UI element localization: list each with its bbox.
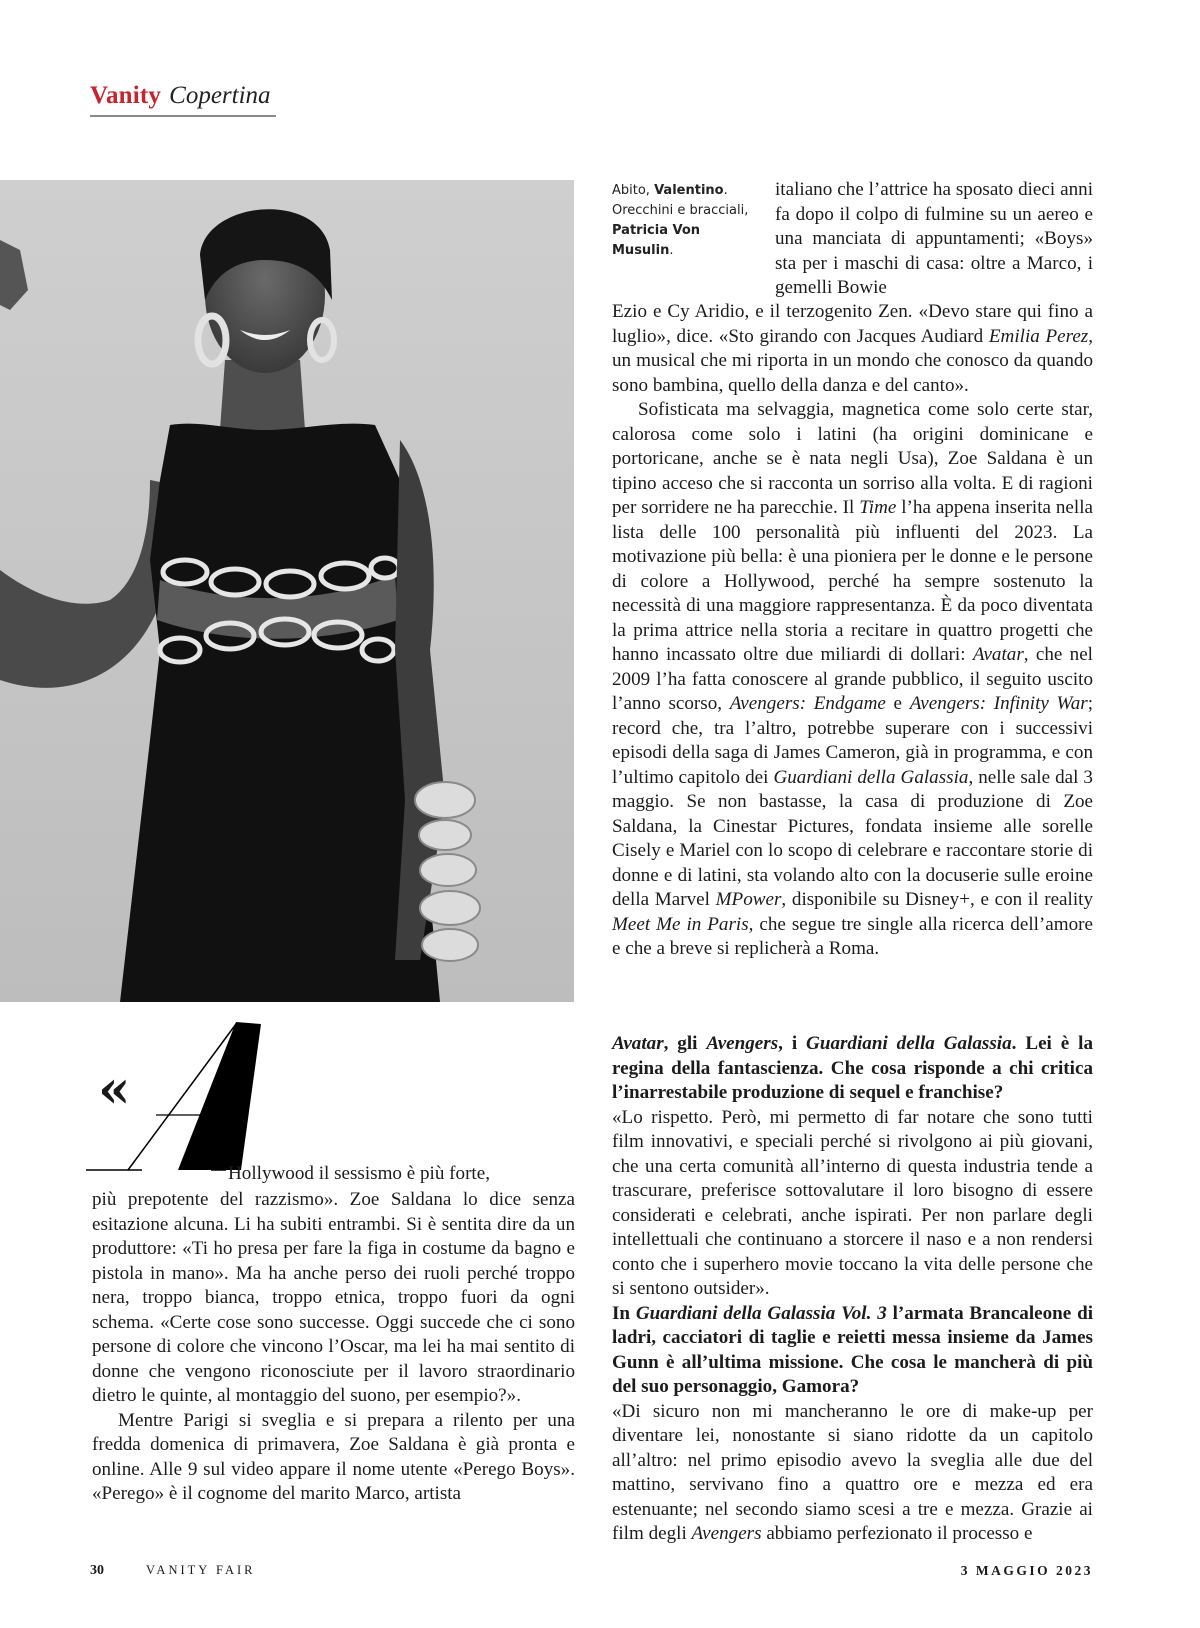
- paragraph: italiano che l’attrice ha sposato dieci anni fa dopo il colpo di fulmine su un aereo e una manciata di appuntamenti; «Boys» sta per i maschi di casa: oltre a Marco, i gemelli Bowie: [775, 179, 1093, 298]
- right-column-continued: [612, 300, 1093, 962]
- interview-question: Avatar, gli Avengers, i Guardiani della Galassia. Lei è la regina della fantascienza. Che cosa risponde a chi critica l’inarrestabile produzione di sequel e franchise?: [612, 1033, 1093, 1103]
- drop-cap-text: A: [86, 1020, 87, 1021]
- section-label: Copertina: [169, 82, 271, 109]
- caption-text: Abito,: [612, 183, 655, 198]
- paragraph: più prepotente del razzismo». Zoe Saldana lo dice senza esitazione alcuna. Li ha subiti entrambi. Si è sentita dire da un produttore: «Ti ho presa per fare la figa in costume da bagno e pistola in mano». Ma ha anche perso dei ruoli perché troppo nera, troppo bianca, troppo etnica, troppo fuori da ogni schema. «Certe cose sono successe. Oggi succede che ci sono persone di colore che vincono l’Oscar, ma lei ha mai sentito di donne che vengono riconosciute per il lavoro straordinario dietro le quinte, al montaggio del suono, per esempio?».: [92, 1189, 575, 1406]
- cover-photo: [0, 180, 574, 1002]
- caption-text: .: [669, 243, 674, 258]
- left-column-text: [92, 1188, 575, 1507]
- issue-date: 3 MAGGIO 2023: [960, 1563, 1093, 1578]
- caption-brand-jewelry: Patricia Von Musulin: [612, 223, 701, 258]
- portrait-illustration: [0, 180, 574, 1002]
- header-rule: [90, 115, 276, 117]
- magazine-name: VANITY FAIR: [146, 1563, 256, 1577]
- right-column-top: [775, 178, 1093, 301]
- interview-question: In Guardiani della Galassia Vol. 3 l’armata Brancaleone di ladri, cacciatori di taglie e reietti messa insieme da James Gunn è all’ultima missione. Che cosa le mancherà di più del suo personaggio, Gamora?: [612, 1302, 1094, 1397]
- opening-quote-mark: «: [98, 1059, 125, 1120]
- section-header: [90, 82, 276, 117]
- interview-answer: «Di sicuro non mi mancheranno le ore di make-up per diventare lei, nonostante si siano ridotte da un capitolo all’altro: nel primo episodio avevo la sveglia alle due del mattino, servivano fino a quattro ore e mezza ed era estenuante; nel secondo siamo scesi a tre e mezza. Grazie ai film degli Avengers abbiamo perfezionato il processo e: [612, 1400, 1093, 1544]
- paragraph: Mentre Parigi si sveglia e si prepara a rilento per una fredda domenica di primavera, Zoe Saldana è già pronta e online. Alle 9 sul video appare il nome utente «Perego Boys». «Perego» è il cognome del marito Marco, artista: [92, 1409, 575, 1504]
- brand-logo: Vanity: [90, 82, 162, 109]
- paragraph: Ezio e Cy Aridio, e il terzogenito Zen. «Devo stare qui fino a luglio», dice. «Sto girando con Jacques Audiard Emilia Perez, un musical che mi riporta in un mondo che conosco da quando sono bambina, quello della danza e del canto».: [612, 301, 1094, 396]
- interview-column: [612, 1032, 1093, 1547]
- caption-brand-dress: Valentino: [654, 183, 724, 198]
- caption-text: . Orecchini e bracciali,: [612, 183, 749, 218]
- interview-answer: «Lo rispetto. Però, mi permetto di far notare che sono tutti film innovativi, e speciali perché si rivolgono ai più giovani, che una certa comunità all’interno di questa industria tende a trascurare, preferisce sottovalutare il loro bisogno di essere considerati e celebrati, anche ispirati. Per non parlare degli intellettuali che continuano a storcere il naso e a non rendersi conto che i superhero movie toccano la vita delle persone che si sentono outsider».: [612, 1106, 1093, 1299]
- lead-first-line: [228, 1162, 575, 1187]
- page-number: 30: [90, 1563, 104, 1578]
- paragraph: Hollywood il sessismo è più forte,: [228, 1163, 490, 1184]
- paragraph: Sofisticata ma selvaggia, magnetica come solo certe star, calorosa come solo i latini (ha origini dominicane e portoricane, anche se è nata negli Usa), Zoe Saldana è un tipino acceso che si racconta un sorriso alla volta. E di ragioni per sorridere ne ha parecchie. Il Time l’ha appena inserita nella lista delle 100 personalità più influenti del 2023. La motivazione più bella: è una pioniera per le donne e le persone di colore a Hollywood, perché ha sempre sostenuto la necessità di una maggiore rappresentanza. È da poco diventata la prima attrice nella storia a recitare in quattro progetti che hanno incassato oltre due miliardi di dollari: Avatar, che nel 2009 l’ha fatta conoscere al grande pubblico, il seguito uscito l’anno scorso, Avengers: Endgame e Avengers: Infinity War; record che, tra l’altro, potrebbe superare con i successivi episodi della saga di James Cameron, già in programma, e con l’ultimo capitolo dei Guardiani della Galassia, nelle sale dal 3 maggio. Se non bastasse, la casa di produzione di Zoe Saldana, la Cinestar Pictures, fondata insieme alle sorelle Cisely e Mariel con lo scopo di celebrare e raccontare storie di donne e di latini, sta volando alto con la docuserie sulle eroine della Marvel MPower, disponibile su Disney+, e con il reality Meet Me in Paris, che segue tre single alla ricerca dell’amore e che a breve si replicherà a Roma.: [612, 399, 1093, 959]
- photo-caption: [612, 181, 762, 261]
